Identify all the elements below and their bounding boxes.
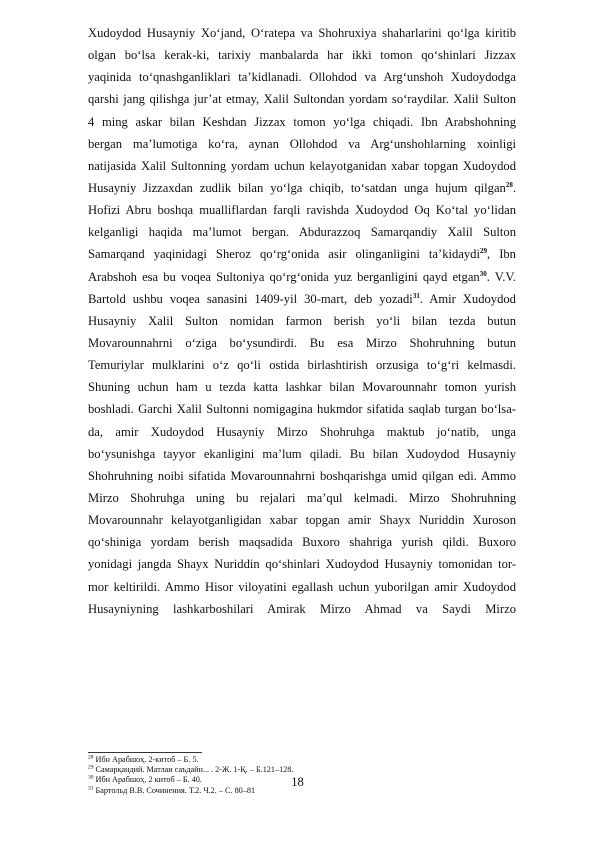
footnote-number: 30: [88, 774, 94, 781]
footnote-marker[interactable]: 29: [479, 247, 487, 256]
text-segment: Samarqand yaqinidagi Sheroz qo‘rg‘onida asir olinganligini ta’kidaydi: [88, 247, 480, 262]
footnote-number: 28: [88, 754, 94, 761]
footnote-text: Бартольд В.В. Сочинения. Т.2. Ч.2. – С. 80–81: [95, 785, 256, 795]
text-line: natijasida Xalil Sultonning yordam uchun kelayotganidan xabar topgan Xudoydod: [88, 158, 516, 173]
footnote-divider: [88, 752, 202, 753]
footnote-marker[interactable]: 31: [412, 291, 420, 300]
text-line: Husayniy Xalil Sulton nomidan farmon berish yo‘li bilan tezda butun: [88, 313, 516, 328]
text-segment: .: [512, 180, 516, 195]
footnote: [88, 765, 516, 775]
text-line: bergan ma’lumotiga ko‘ra, aynan Ollohdod va Arg‘unshohlarning xoinligi: [88, 136, 516, 151]
text-line: Movarounnahr kelayotganligidan xabar topgan amir Shayx Nuriddin Xuroson: [88, 513, 516, 528]
footnote-text: Самарқандий. Матлаи саъдайн... . 2-Ж. 1-Қ. – Б.121–128.: [95, 765, 294, 775]
text-line: Temuriylar mulklarini o‘z qo‘li ostida birlashtirish orzusiga to‘g‘ri kelmasdi.: [88, 358, 516, 373]
text-segment: , Ibn: [486, 247, 516, 262]
text-line: [88, 177, 516, 199]
text-line: Husayniyning lashkarboshilari Amirak Mirzo Ahmad va Saydi Mirzo: [88, 601, 516, 616]
page-number: 18: [291, 775, 304, 789]
text-line: qo‘shiniga yordam berish maqsadida Buxoro shahriga yurish qildi. Buxoro: [88, 535, 516, 550]
text-line: Movarounnahrni o‘ziga bo‘ysundirdi. Bu esa Mirzo Shohruhning butun: [88, 335, 516, 350]
text-line: [88, 243, 516, 265]
footnote-number: 31: [88, 784, 94, 791]
text-line: Mirzo Shohruhga uning bu rejalari ma’qul kelmadi. Mirzo Shohruhning: [88, 490, 516, 505]
text-segment: Husayniy Jizzaxdan zudlik bilan yo‘lga chiqib, to‘satdan unga hujum qilgan: [88, 180, 506, 195]
text-line: Shohruhning noibi sifatida Movarounnahrni boshqarishga umid qilgan edi. Ammo: [88, 468, 516, 483]
text-line: yaqinida to‘qnashganliklari ta’kidlanadi. Ollohdod va Arg‘unshoh Xudoydodga: [88, 70, 516, 85]
text-line: da, amir Xudoydod Husayniy Mirzo Shohruhga maktub jo‘natib, unga: [88, 424, 516, 439]
text-line: [88, 288, 516, 310]
footnote-text: Ибн Арабшоҳ. 2-китоб – Б. 5.: [95, 755, 199, 764]
footnote-number: 29: [88, 764, 94, 771]
text-line: [88, 266, 516, 288]
text-segment: Arabshoh esa bu voqea Sultoniya qo‘rg‘onida yuz berganligini qayd etgan: [88, 269, 480, 284]
text-line: bo‘ysunishga tayyor ekanligini ma’lum qiladi. Bu bilan Xudoydod Husayniy: [88, 446, 516, 461]
body-text: [88, 22, 516, 620]
footnote-marker[interactable]: 30: [479, 269, 487, 278]
text-line: 4 ming askar bilan Keshdan Jizzax tomon yo‘lga chiqadi. Ibn Arabshohning: [88, 114, 516, 129]
text-segment: . V.V.: [486, 269, 516, 284]
text-line: yonidagi jangda Shayx Nuriddin qo‘shinlari Xudoydod Husayniy tomonidan tor-: [88, 557, 516, 572]
text-line: kelganligi haqida ma’lumot bergan. Abdurazzoq Samarqandiy Xalil Sulton: [88, 225, 516, 240]
text-line: boshladi. Garchi Xalil Sultonni nomigagina hukmdor sifatida saqlab turgan bo‘lsa-: [88, 402, 516, 417]
text-line: qarshi jang qilishga jur’at etmay, Xalil Sultondan yordam so‘raydilar. Xalil Sulton: [88, 92, 516, 107]
footnote-text: Ибн Арабшоҳ. 2 китоб – Б. 40.: [95, 775, 202, 785]
text-line: Hofizi Abru boshqa mualliflardan farqli ravishda Xudoydod Oq Ko‘tal yo‘lidan: [88, 203, 516, 218]
footnote-marker[interactable]: 28: [505, 180, 513, 189]
text-line: olgan bo‘lsa kerak-ki, tarixiy manbalarda har ikki tomon qo‘shinlari Jizzax: [88, 48, 516, 63]
text-segment: Bartold ushbu voqea sanasini 1409-yil 30-mart, deb yozadi: [88, 291, 413, 306]
text-line: mor keltirildi. Ammo Hisor viloyatini egallash uchun yuborilgan amir Xudoydod: [88, 579, 516, 594]
text-segment: . Amir Xudoydod: [419, 291, 516, 306]
text-line: Shuning uchun ham u tezda katta lashkar bilan Movarounnahr tomon yurish: [88, 380, 516, 395]
text-line: Xudoydod Husayniy Xo‘jand, O‘ratepa va Shohruxiya shaharlarini qo‘lga kiritib: [88, 26, 516, 40]
footnote: [88, 755, 516, 765]
